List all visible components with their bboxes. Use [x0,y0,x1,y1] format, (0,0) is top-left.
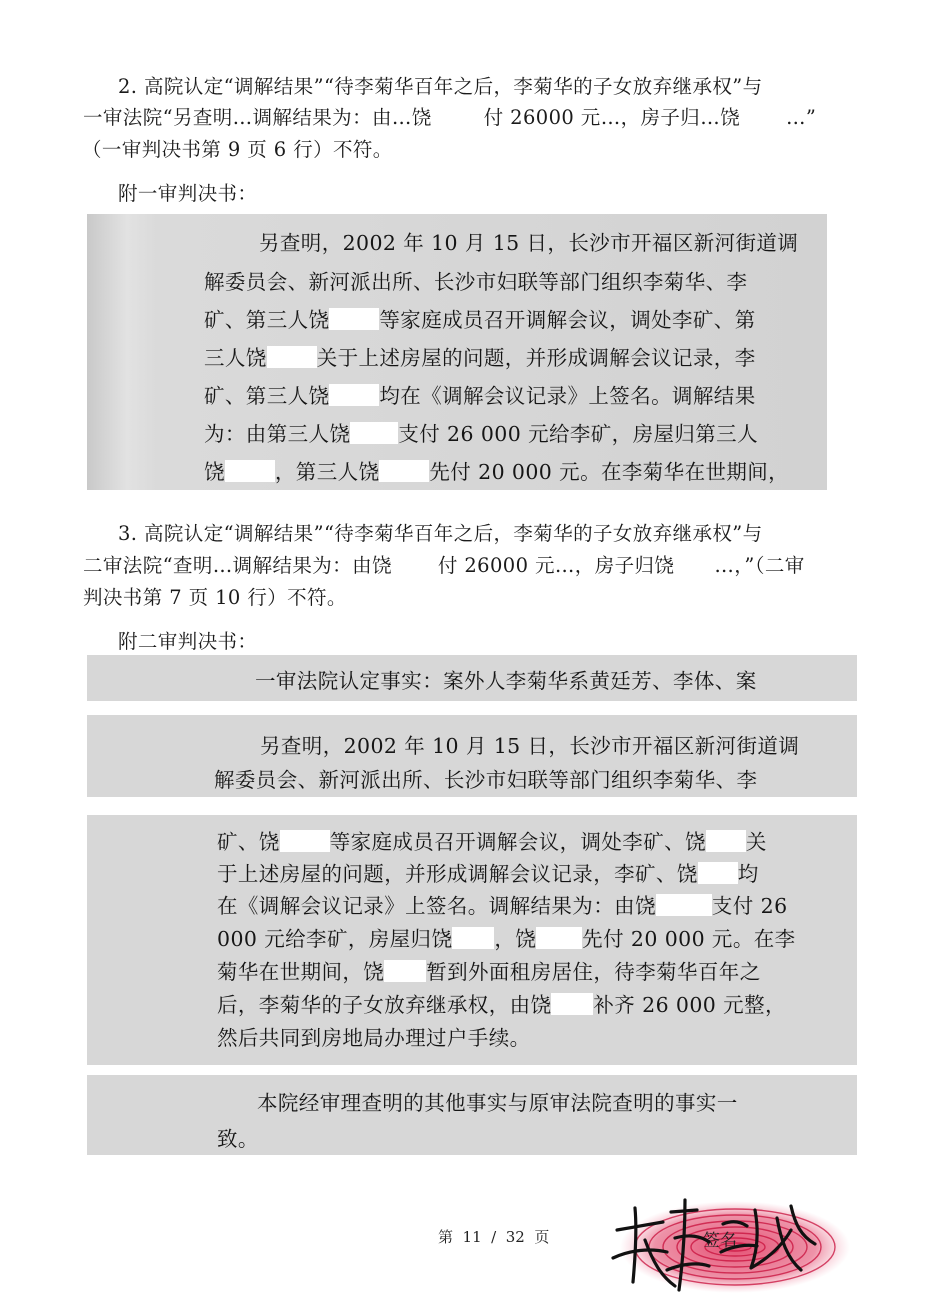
section2-line1: 2. 高院认定“调解结果”“待李菊华百年之后，李菊华的子女放弃继承权”与 [118,75,763,98]
excerpt2-scan-b [87,715,857,797]
excerpt1-line: 为：由第三人饶 支付 26 000 元给李矿，房屋归第三人 [204,422,758,446]
section3-line2: 二审法院“查明…调解结果为：由饶 付 26000 元…，房子归饶 …，”（二审 [83,554,805,577]
excerpt1-line: 三人饶 关于上述房屋的问题，并形成调解会议记录，李 [204,346,756,370]
excerpt2b-line: 另查明，2002 年 10 月 15 日，长沙市开福区新河街道调 [260,734,800,758]
excerpt2-scan-d [87,1075,857,1155]
excerpt2c-line: 在《调解会议记录》上签名。调解结果为：由饶 支付 26 [217,894,788,918]
excerpt2c-line: 于上述房屋的问题，并形成调解会议记录，李矿、饶 均 [217,862,759,886]
section3-line1: 3. 高院认定“调解结果”“待李菊华百年之后，李菊华的子女放弃继承权”与 [118,522,763,545]
excerpt2d-line: 本院经审理查明的其他事实与原审法院查明的事实一 [257,1091,738,1115]
excerpt1-scan [87,214,827,490]
section2-line3: （一审判决书第 9 页 6 行）不符。 [82,138,393,161]
excerpt2a-line: 一审法院认定事实：案外人李菊华系黄廷芳、李体、案 [255,669,757,693]
excerpt2d-line: 致。 [217,1127,259,1151]
excerpt2c-line: 然后共同到房地局办理过户手续。 [217,1026,531,1050]
excerpt2c-line: 菊华在世期间，饶 暂到外面租房居住，待李菊华百年之 [217,960,761,984]
attach1-heading: 附一审判决书： [118,182,258,205]
excerpt2c-line: 矿、饶 等家庭成员召开调解会议，调处李矿、饶 关 [217,830,767,854]
section2-line2: 一审法院“另查明…调解结果为：由…饶 付 26000 元…，房子归…饶 …” [83,106,817,129]
excerpt1-line: 矿、第三人饶 均在《调解会议记录》上签名。调解结果 [204,384,756,408]
excerpt2-scan-a [87,655,857,701]
signature-label: 签名 [703,1231,737,1251]
excerpt1-line: 解委员会、新河派出所、长沙市妇联等部门组织李菊华、李 [204,270,748,294]
excerpt2c-line: 000 元给李矿，房屋归饶 ，饶 先付 20 000 元。在李 [217,927,796,951]
excerpt1-line: 饶 ，第三人饶 先付 20 000 元。在李菊华在世期间， [204,460,790,484]
excerpt2b-line: 解委员会、新河派出所、长沙市妇联等部门组织李菊华、李 [214,768,758,792]
section3-line3: 判决书第 7 页 10 行）不符。 [83,586,347,609]
excerpt1-line: 另查明，2002 年 10 月 15 日，长沙市开福区新河街道调 [259,231,799,255]
excerpt1-line: 矿、第三人饶 等家庭成员召开调解会议，调处李矿、第 [204,308,756,332]
handwritten-signature [605,1190,835,1300]
excerpt2c-line: 后，李菊华的子女放弃继承权，由饶 补齐 26 000 元整， [217,993,786,1017]
page-number: 第 11 / 32 页 [438,1228,550,1246]
excerpt2-scan-c [87,815,857,1065]
attach2-heading: 附二审判决书： [118,630,258,653]
